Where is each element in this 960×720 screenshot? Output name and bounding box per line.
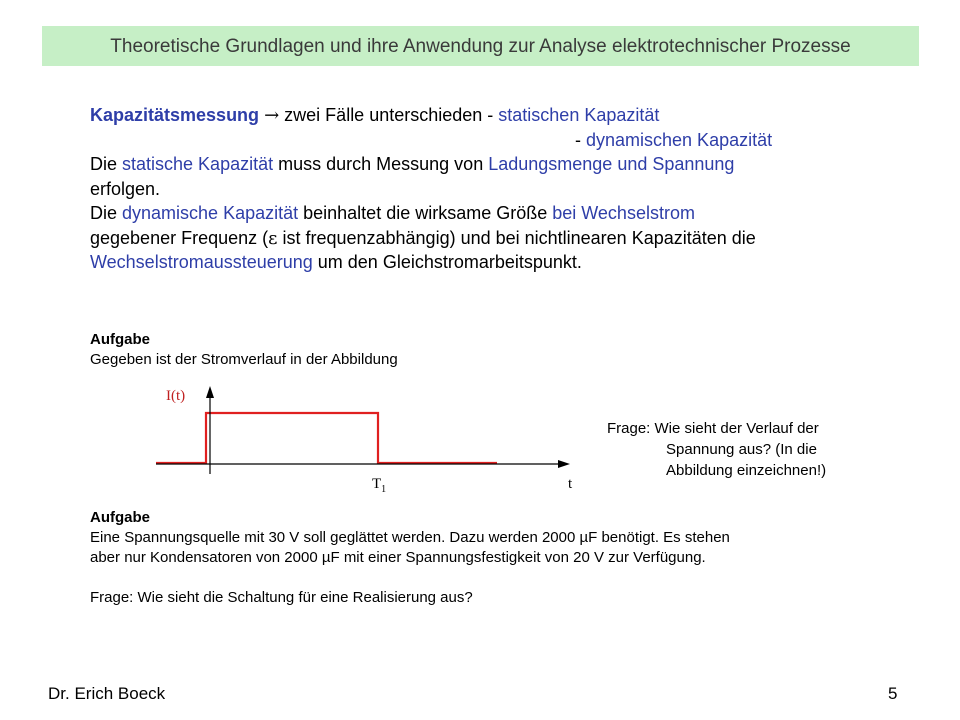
text-segment: beinhaltet die wirksame Größe [298, 203, 553, 223]
intro-text-1: zwei Fälle unterschieden - [279, 105, 499, 125]
intro-line-4 [90, 177, 910, 202]
text-segment: Die [90, 203, 123, 223]
intro-line-3 [90, 152, 910, 177]
task-2-question: Frage: Wie sieht die Schaltung für eine Realisierung aus? [90, 589, 473, 606]
t1-label [372, 476, 386, 495]
intro-line-6 [90, 226, 910, 251]
footer-author: Dr. Erich Boeck [48, 684, 166, 703]
text-segment: um den Gleichstromarbeitspunkt. [312, 252, 582, 272]
intro-line-5 [90, 201, 910, 226]
task-1-heading: Aufgabe [90, 331, 150, 348]
current-diagram-svg [140, 380, 600, 500]
task-2-line-2: aber nur Kondensatoren von 2000 µF mit einer Spannungsfestigkeit von 20 V zur Verfügung. [90, 549, 706, 566]
x-axis-label: t [568, 476, 573, 492]
task-2-line-1: Eine Spannungsquelle mit 30 V soll geglättet werden. Dazu werden 2000 µF benötigt. Es stehen [90, 529, 730, 546]
question-1-line-1: Frage: Wie sieht der Verlauf der [607, 420, 819, 437]
slide-title: Theoretische Grundlagen und ihre Anwendung zur Analyse elektrotechnischer Prozesse [110, 36, 851, 57]
case-dynamic: dynamischen Kapazität [586, 129, 773, 150]
term-alternating-current: bei Wechselstrom [552, 203, 695, 223]
page-number: 5 [888, 684, 898, 703]
x-axis-arrow-icon [558, 460, 570, 468]
term-ac-modulation: Wechselstromaussteuerung [90, 252, 313, 272]
t1-label-sub: 1 [381, 484, 387, 495]
term-dynamic-capacity: dynamische Kapazität [122, 203, 299, 223]
text-segment: Die [90, 154, 123, 174]
t1-label-main: T [372, 476, 382, 492]
y-axis-label: I(t) [166, 388, 186, 404]
intro-text [90, 103, 910, 275]
task-1-text: Gegeben ist der Stromverlauf in der Abbildung [90, 351, 398, 368]
text-segment: muss durch Messung von [273, 154, 489, 174]
case-dash: - [575, 129, 586, 150]
task-2 [90, 508, 730, 608]
intro-line-1 [90, 103, 910, 128]
header-bar [42, 26, 919, 66]
term-kapazitaetsmessung: Kapazitätsmessung [90, 105, 260, 125]
text-segment: ist frequenzabhängig) und bei nichtlinearen Kapazitäten die [277, 227, 756, 248]
task-2-heading: Aufgabe [90, 509, 150, 526]
task-1 [90, 330, 398, 370]
task-2-spacer [90, 568, 730, 588]
question-1 [607, 418, 826, 481]
term-charge-voltage: Ladungsmenge und Spannung [488, 154, 735, 174]
intro-line-7 [90, 250, 910, 275]
case-static: statischen Kapazität [498, 105, 660, 125]
current-pulse-line [156, 413, 497, 463]
text-segment: gegebener Frequenz ( [90, 227, 269, 248]
y-axis-arrow-icon [206, 386, 214, 398]
question-1-line-3: Abbildung einzeichnen!) [666, 462, 827, 479]
epsilon-symbol: ε [268, 227, 278, 249]
intro-line-2 [90, 128, 910, 153]
term-static-capacity: statische Kapazität [122, 154, 274, 174]
text-segment: erfolgen. [90, 178, 161, 199]
question-1-line-2: Spannung aus? (In die [666, 441, 817, 458]
current-diagram [140, 380, 600, 500]
arrow-icon: → [264, 105, 280, 126]
